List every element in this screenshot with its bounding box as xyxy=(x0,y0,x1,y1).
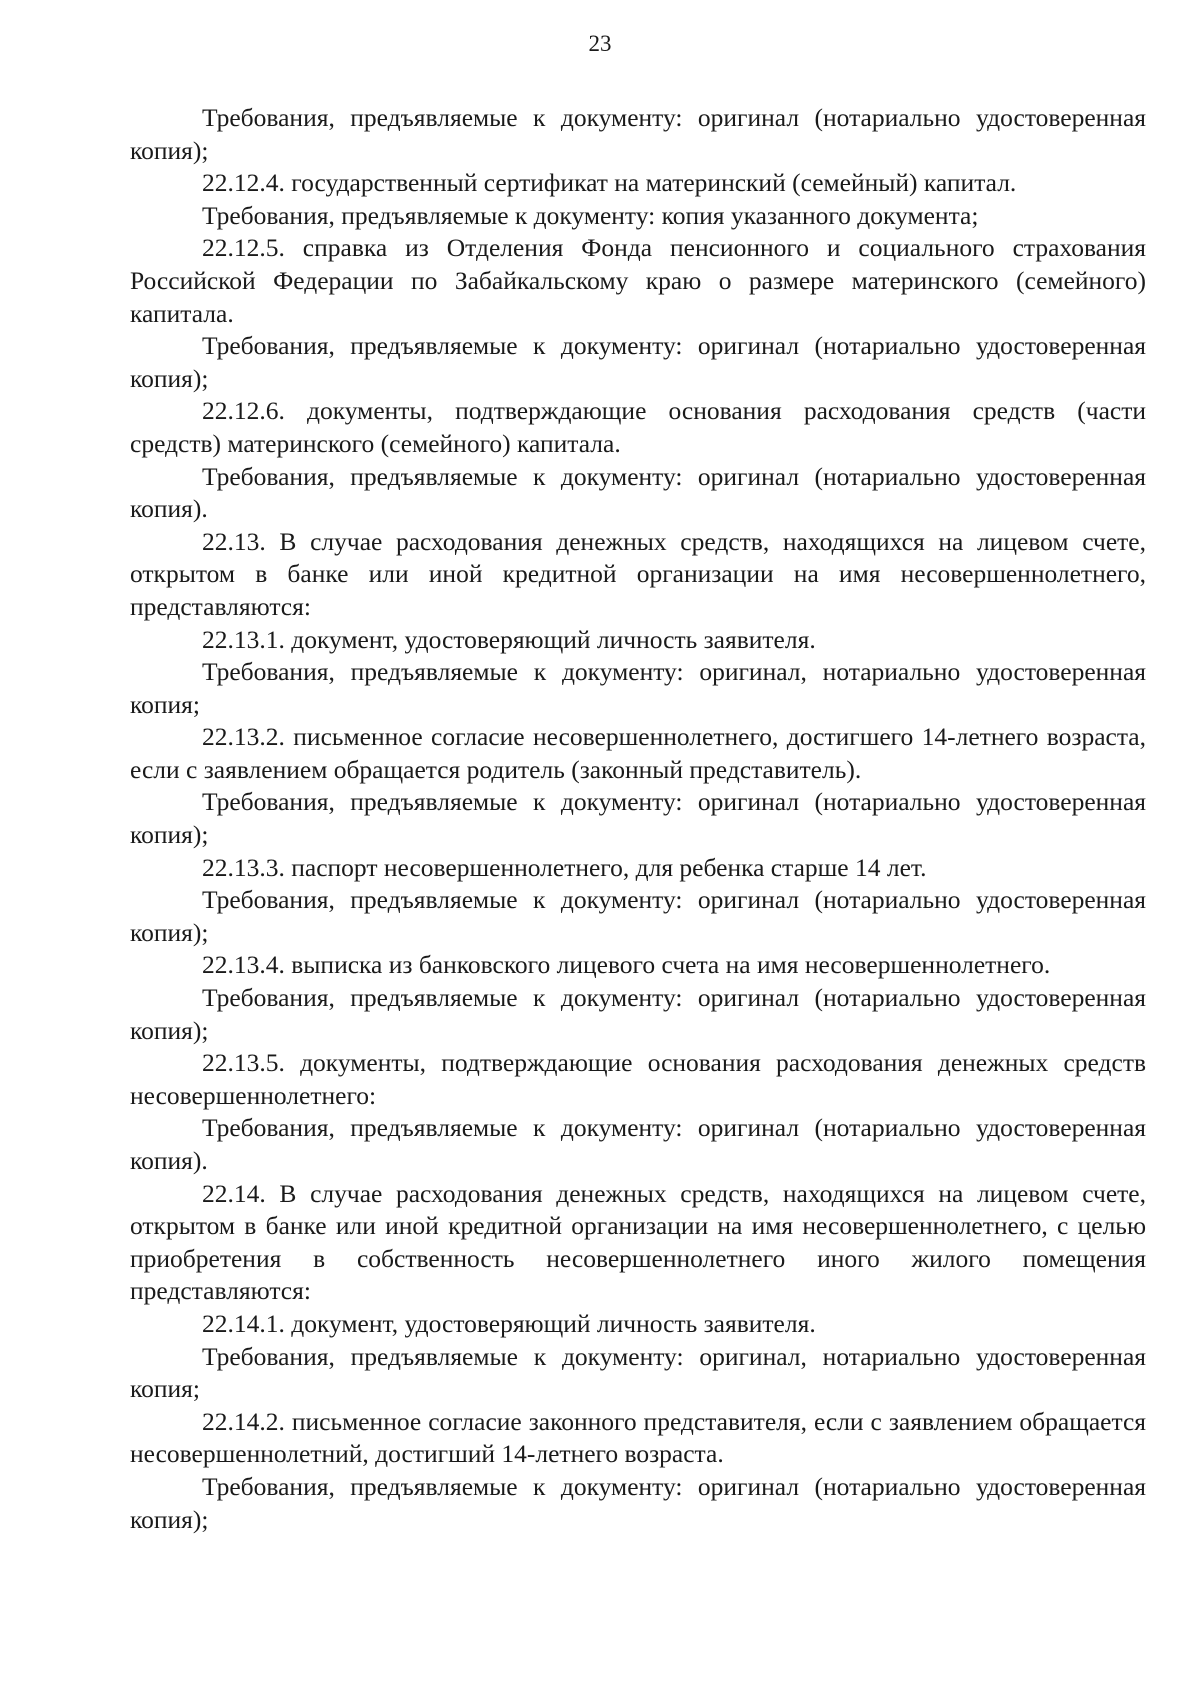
paragraph: Требования, предъявляемые к документу: оригинал (нотариально удостоверенная копия). xyxy=(130,1113,1146,1175)
paragraph: Требования, предъявляемые к документу: оригинал, нотариально удостоверенная копия; xyxy=(130,1341,1146,1404)
paragraph: Требования, предъявляемые к документу: оригинал (нотариально удостоверенная копия). xyxy=(130,461,1146,524)
page-number: 23 xyxy=(588,31,612,56)
paragraph: 22.12.6. документы, подтверждающие основания расходования средств (части средств) материнского (семейного) капитала. xyxy=(130,396,1146,458)
paragraph: 22.14. В случае расходования денежных средств, находящихся на лицевом счете, открытом в банке или иной кредитной организации на имя несовершеннолетнего, с целью приобретения в собственность несовершеннолетнего иного жилого помещения представляются: xyxy=(130,1178,1146,1306)
paragraph: Требования, предъявляемые к документу: оригинал (нотариально удостоверенная копия); xyxy=(130,331,1146,393)
paragraph: 22.13.3. паспорт несовершеннолетнего, для ребенка старше 14 лет. xyxy=(202,852,927,882)
paragraph: Требования, предъявляемые к документу: оригинал (нотариально удостоверенная копия); xyxy=(130,983,1146,1045)
paragraph: Требования, предъявляемые к документу: оригинал, нотариально удостоверенная копия; xyxy=(130,657,1146,719)
paragraph: Требования, предъявляемые к документу: оригинал (нотариально удостоверенная копия); xyxy=(130,885,1146,947)
paragraph: Требования, предъявляемые к документу: копия указанного документа; xyxy=(202,200,979,230)
paragraph: 22.12.5. справка из Отделения Фонда пенсионного и социального страхования Российской Федерации по Забайкальскому краю о размере материнского (семейного) капитала. xyxy=(130,233,1146,328)
paragraph: 22.13.5. документы, подтверждающие основания расходования денежных средств несовершеннолетнего: xyxy=(130,1048,1146,1110)
document-body xyxy=(130,102,1146,1536)
paragraph: 22.13. В случае расходования денежных средств, находящихся на лицевом счете, открытом в банке или иной кредитной организации на имя несовершеннолетнего, представляются: xyxy=(130,526,1146,621)
paragraph: Требования, предъявляемые к документу: оригинал (нотариально удостоверенная копия); xyxy=(130,787,1146,850)
paragraph: 22.13.1. документ, удостоверяющий личность заявителя. xyxy=(202,624,816,654)
paragraph: 22.14.2. письменное согласие законного представителя, если с заявлением обращается несовершеннолетний, достигший 14-летнего возраста. xyxy=(130,1406,1146,1469)
paragraph: 22.13.2. письменное согласие несовершеннолетнего, достигшего 14-летнего возраста, если с заявлением обращается родитель (законный представитель). xyxy=(130,722,1146,784)
paragraph: Требования, предъявляемые к документу: оригинал (нотариально удостоверенная копия); xyxy=(130,1471,1146,1534)
paragraph: 22.13.4. выписка из банковского лицевого счета на имя несовершеннолетнего. xyxy=(202,950,1051,980)
paragraph: 22.14.1. документ, удостоверяющий личность заявителя. xyxy=(202,1308,816,1338)
paragraph: Требования, предъявляемые к документу: оригинал (нотариально удостоверенная копия); xyxy=(130,103,1146,165)
paragraph: 22.12.4. государственный сертификат на материнский (семейный) капитал. xyxy=(202,168,1017,198)
